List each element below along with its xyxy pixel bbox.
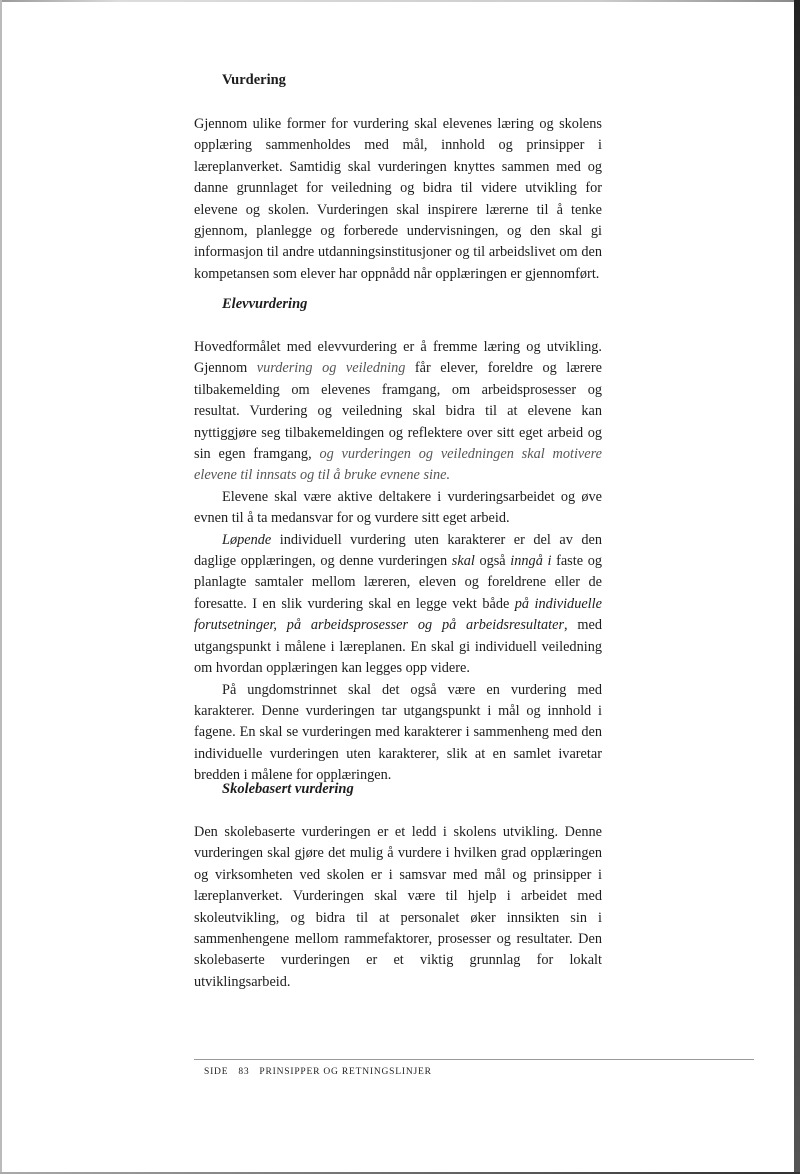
paragraph-elevvurdering-3 [194,530,602,680]
text-run: Hovedformålet med elevvurdering er å fremme læring og utvikling. Gjennom [194,339,602,377]
text-run: får elever, foreldre og lærere tilbakemelding om elevenes framgang, om arbeidsprosesser og resultat. Vurdering og veiledning skal bidra til at elevene kan nyttiggjøre seg tilbakemeldingen og reflektere over sitt eget arbeid og sin egen framgang, [194,360,602,463]
emphasis-text: og vurderingen og veiledningen skal motivere elevene til innsats og til å bruke evnene sine. [194,446,602,484]
text-run: også [474,553,511,570]
paragraph-vurdering-1: Gjennom ulike former for vurdering skal elevenes læring og skolens opplæring sammenholdes med mål, innhold og prinsipper i læreplanverket. Samtidig skal vurderingen knyttes sammen med og danne grunnlaget for veiledning og bidra til videre utvikling for elevene og skolen. Vurderingen skal inspirere lærerne til å tenke gjennom, planlegge og forberede undervisningen, og den skal gi informasjon til andre utdanningsinstitusjoner og til arbeidslivet om den kompetansen som elever har oppnådd når opplæringen er gjennomført. [194,116,602,282]
text-run: individuell vurdering uten karakterer er del av den daglige opplæringen, og denne vurderingen [194,531,602,570]
emphasis-text: skal [451,553,475,570]
paragraph-elevvurdering-4: På ungdomstrinnet skal det også være en vurdering med karakterer. Denne vurderingen tar utgangspunkt i mål og innhold i fagene. En skal se vurderingen med karakterer i sammenheng med den individuelle vurderingen uten karakterer, slik at en samlet ivaretar bredden i målene for opplæringen. [194,681,602,784]
section-vurdering-body [194,114,602,285]
footer-divider [194,1059,754,1060]
scan-edge-right [794,0,800,1174]
heading-vurdering: Vurdering [222,72,286,88]
footer-side-label: SIDE [204,1067,229,1077]
heading-skolebasert-vurdering: Skolebasert vurdering [222,781,354,797]
page-footer [204,1067,432,1077]
emphasis-text: vurdering og veiledning [256,360,406,377]
text-run: faste og planlagte samtaler mellom læreren, eleven og foreldrene eller de foresatte. I en slik vurdering skal en legge vekt både [194,553,602,612]
footer-page-number: 83 [238,1067,250,1077]
section-skolebasert-body [194,822,602,993]
paragraph-elevvurdering-1 [194,337,602,487]
footer-section-title: PRINSIPPER OG RETNINGSLINJER [259,1067,432,1077]
scan-edge-left [0,0,2,1174]
scan-edge-top [0,0,800,2]
emphasis-text: inngå i [510,553,552,570]
text-run: , med utgangspunkt i målene i læreplanen. En skal gi individuell veiledning om hvordan opplæringen kan legges opp videre. [194,617,603,677]
heading-elevvurdering: Elevvurdering [222,296,308,312]
paragraph-elevvurdering-2: Elevene skal være aktive deltakere i vurderingsarbeidet og øve evnen til å ta medansvar for og vurdere sitt eget arbeid. [194,488,602,527]
section-elevvurdering-body [194,337,602,787]
paragraph-skolebasert-1: Den skolebaserte vurderingen er et ledd i skolens utvikling. Denne vurderingen skal gjøre det mulig å vurdere i hvilken grad opplæringen og virksomheten ved skolen er i samsvar med mål og prinsipper i læreplanverket. Vurderingen skal være til hjelp i arbeidet med skoleutvikling, og bidra til at personalet øker innsikten sin i sammenhengene mellom rammefaktorer, prosesser og resultater. Den skolebaserte vurderingen er et viktig grunnlag for lokalt utviklingsarbeid. [194,824,602,990]
emphasis-text: på individuelle forutsetninger, på arbeidsprosesser og på arbeidsresultater [194,595,602,634]
emphasis-text: Løpende [222,531,272,548]
